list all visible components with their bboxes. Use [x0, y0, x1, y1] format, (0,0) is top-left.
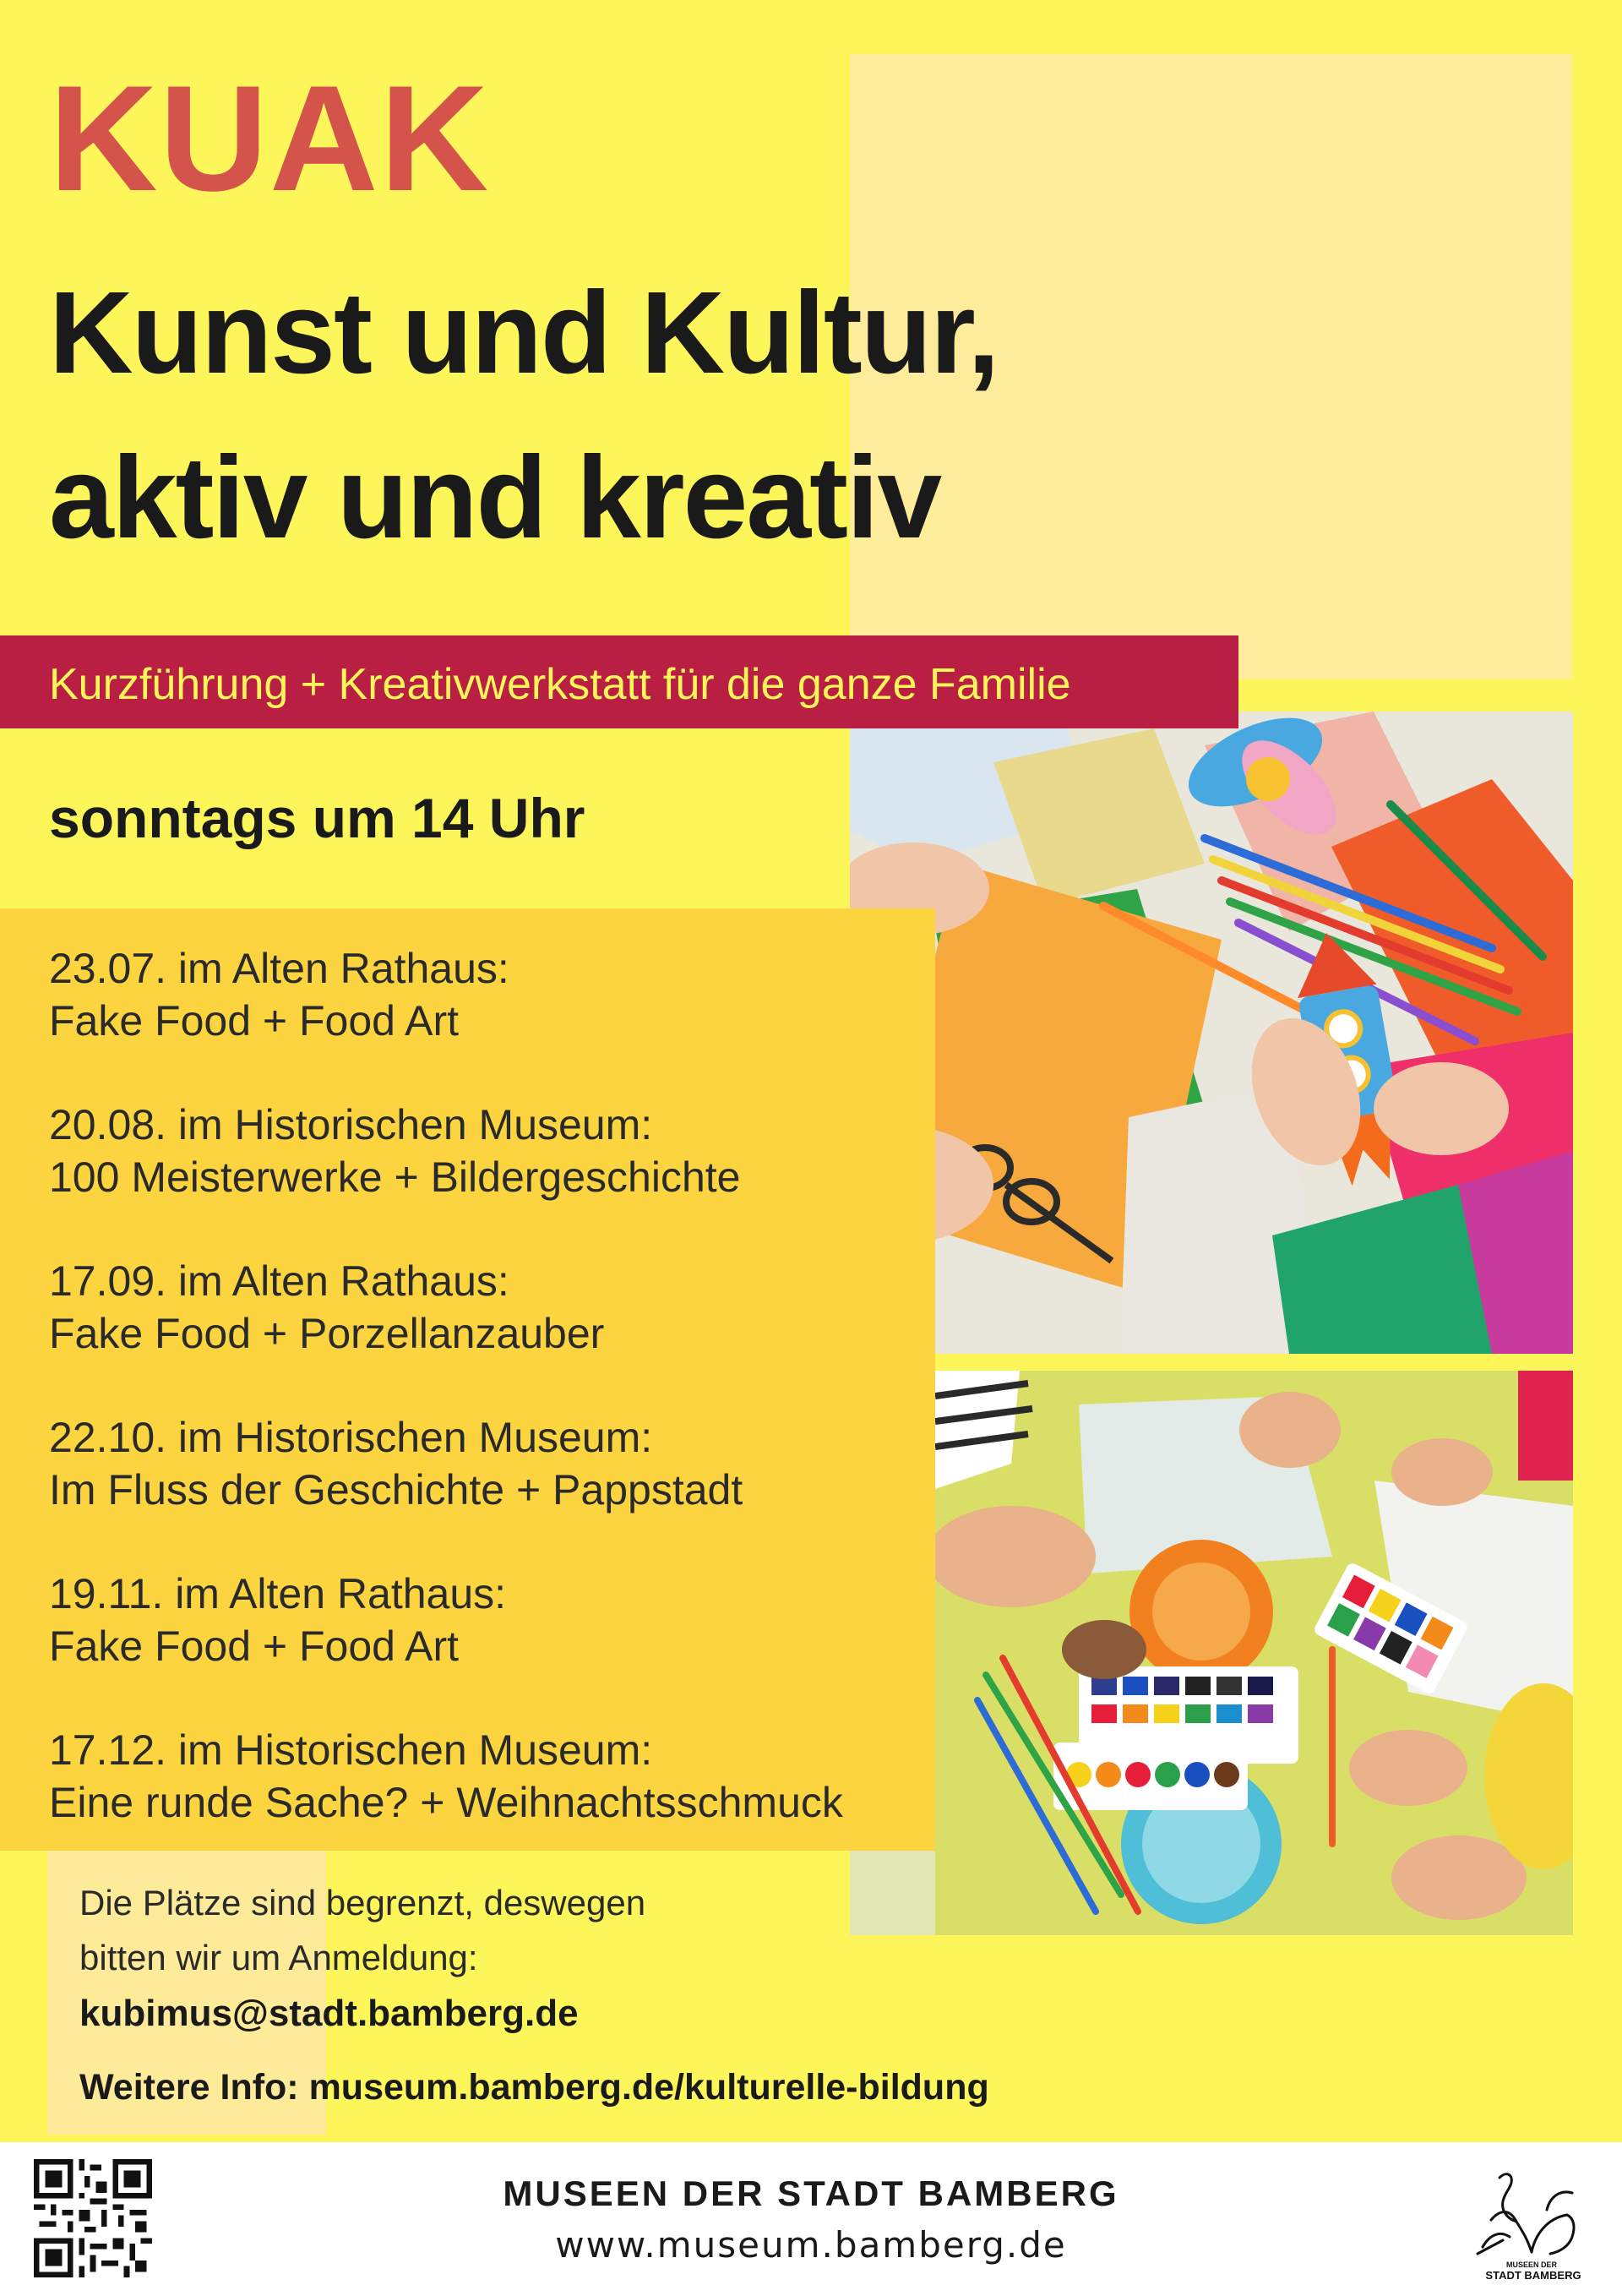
headline-line-2: aktiv und kreativ: [49, 433, 941, 563]
event-3: [49, 1255, 604, 1360]
event-1-program: Fake Food + Food Art: [49, 997, 459, 1044]
footer: [0, 2142, 1622, 2296]
event-2-program: 100 Meisterwerke + Bildergeschichte: [49, 1153, 741, 1201]
watercolor-palette-2: [1053, 1742, 1248, 1810]
event-5: [49, 1568, 506, 1672]
event-4: [49, 1411, 743, 1516]
event-6-date-location: 17.12. im Historischen Museum:: [49, 1726, 653, 1774]
registration-note-line-2: bitten wir um Anmeldung:: [79, 1938, 478, 1977]
event-5-program: Fake Food + Food Art: [49, 1622, 459, 1670]
title-kuak: KUAK: [49, 54, 491, 222]
logo-text-line-2: STADT BAMBERG: [1485, 2269, 1581, 2282]
event-3-program: Fake Food + Porzellanzauber: [49, 1310, 605, 1357]
more-info-link[interactable]: Weitere Info: museum.bamberg.de/kulturelle-bildung: [79, 2067, 989, 2108]
event-4-program: Im Fluss der Geschichte + Pappstadt: [49, 1466, 743, 1513]
crafts-photo: [850, 712, 1573, 1354]
event-1: [49, 942, 509, 1047]
painting-photo-edge: [850, 1851, 935, 1935]
event-4-date-location: 22.10. im Historischen Museum:: [49, 1414, 653, 1461]
event-3-date-location: 17.09. im Alten Rathaus:: [49, 1257, 509, 1305]
footer-title: MUSEEN DER STADT BAMBERG: [503, 2173, 1119, 2213]
painting-photo: [935, 1371, 1573, 1935]
event-2-date-location: 20.08. im Historischen Museum:: [49, 1101, 653, 1148]
schedule-time: sonntags um 14 Uhr: [49, 787, 585, 849]
registration-note-line-1: Die Plätze sind begrenzt, deswegen: [79, 1883, 646, 1922]
dates-panel: [0, 908, 935, 1851]
footer-url[interactable]: www.museum.bamberg.de: [555, 2224, 1067, 2266]
museum-logo-icon: [1466, 2159, 1592, 2286]
registration-email[interactable]: kubimus@stadt.bamberg.de: [79, 1993, 579, 2034]
headline-line-1: Kunst und Kultur,: [49, 268, 999, 398]
subtitle-text: Kurzführung + Kreativwerkstatt für die ganze Familie: [49, 660, 1071, 709]
event-1-date-location: 23.07. im Alten Rathaus:: [49, 945, 509, 992]
event-5-date-location: 19.11. im Alten Rathaus:: [49, 1570, 507, 1617]
event-6: [49, 1724, 843, 1829]
logo-text-line-1: MUSEEN DER: [1505, 2261, 1558, 2269]
event-2: [49, 1099, 740, 1203]
event-6-program: Eine runde Sache? + Weihnachtsschmuck: [49, 1779, 843, 1826]
